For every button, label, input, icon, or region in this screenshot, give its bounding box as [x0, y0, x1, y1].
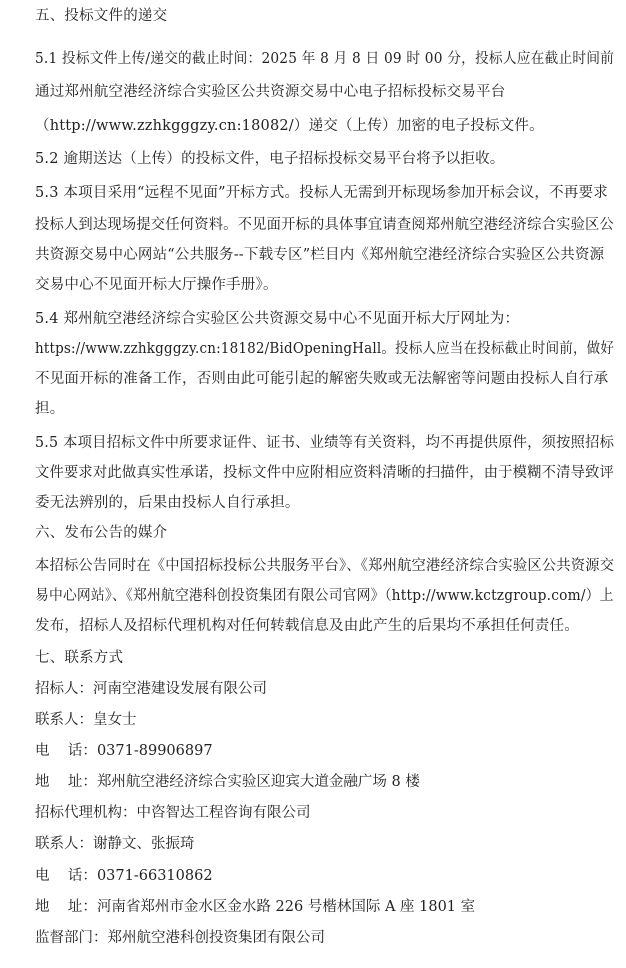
paragraph-5-2-line-1: 5.2 逾期送达（上传）的投标文件，电子招标投标交易平台将予以拒收。 [35, 151, 505, 167]
contact-label: 电 话： [35, 743, 97, 759]
contact-label: 地 址： [35, 774, 97, 790]
paragraph-5-1-line-3: （http://www.zzhkgggzy.cn:18082/）递交（上传）加密的电子投标文件。 [35, 118, 544, 134]
paragraph-5-4-line-4: 担。 [35, 401, 65, 417]
section-7-heading: 七、联系方式 [35, 650, 124, 666]
paragraph-5-5-line-3: 委无法辨别的，后果由投标人自行承担。 [35, 495, 300, 511]
paragraph-5-1-line-1: 5.1 投标文件上传/递交的截止时间：2025 年 8 月 8 日 09 时 00 分，投标人应在截止时间前 [35, 51, 615, 67]
contact-row-tenderer [35, 679, 267, 699]
contact-row-tenderer-address [35, 772, 420, 792]
section-6-line-2: 易中心网站》、《郑州航空港科创投资集团有限公司官网》（http://www.kctzgroup.com/）上 [35, 588, 614, 604]
contact-row-agency-phone [35, 866, 213, 886]
section-6-line-1: 本招标公告同时在《中国招标投标公共服务平台》、《郑州航空港经济综合实验区公共资源交 [35, 558, 615, 574]
section-6-heading: 六、发布公告的媒介 [35, 525, 168, 541]
section-6-line-3: 发布，招标人及招标代理机构对任何转载信息及由此产生的后果均不承担任何责任。 [35, 618, 579, 634]
paragraph-5-3-line-4: 交易中心不见面开标大厅操作手册》。 [35, 277, 278, 293]
contact-value: 郑州航空港科创投资集团有限公司 [107, 930, 325, 946]
paragraph-5-5-line-1: 5.5 本项目招标文件中所要求证件、证书、业绩等有关资料，均不再提供原件，须按照招标 [35, 435, 615, 451]
contact-label: 监督部门： [35, 930, 108, 946]
contact-value: 皇女士 [93, 712, 137, 728]
paragraph-5-5-line-2: 文件要求对此做真实性承诺，投标文件中应附相应资料清晰的扫描件，由于模糊不清导致评 [35, 465, 614, 481]
contact-value: 中咨智达工程咨询有限公司 [136, 805, 311, 821]
contact-row-agency-contact [35, 834, 195, 854]
paragraph-5-1-line-2: 通过郑州航空港经济综合实验区公共资源交易中心电子招标投标交易平台 [35, 84, 506, 100]
contact-row-agency [35, 803, 311, 823]
contact-row-agency-address [35, 897, 475, 917]
paragraph-5-3-line-2: 投标人到达现场提交任何资料。不见面开标的具体事宜请查阅郑州航空港经济综合实验区公 [35, 217, 614, 233]
paragraph-5-4-line-3: 不见面开标的准备工作，否则由此可能引起的解密失败或无法解密等问题由投标人自行承 [35, 371, 609, 387]
paragraph-5-3-line-1: 5.3 本项目采用“远程不见面”开标方式。投标人无需到开标现场参加开标会议，不再要求 [35, 185, 608, 201]
contact-value: 谢静文、张振琦 [93, 836, 195, 852]
contact-label: 招标人： [35, 681, 93, 697]
paragraph-5-4-line-1: 5.4 郑州航空港经济综合实验区公共资源交易中心不见面开标大厅网址为： [35, 311, 520, 327]
contact-label: 电 话： [35, 868, 97, 884]
contact-label: 招标代理机构： [35, 805, 137, 821]
paragraph-5-3-line-3: 共资源交易中心网站“公共服务--下载专区”栏目内《郑州航空港经济综合实验区公共资源 [35, 247, 605, 263]
contact-value: 郑州航空港经济综合实验区迎宾大道金融广场 8 楼 [96, 774, 420, 790]
contact-row-tenderer-phone [35, 741, 213, 761]
contact-label: 联系人： [35, 712, 93, 728]
contact-value: 0371-89906897 [96, 743, 213, 759]
contact-row-tenderer-contact [35, 710, 137, 730]
section-5-heading: 五、投标文件的递交 [35, 8, 168, 24]
contact-label: 地 址： [35, 899, 97, 915]
contact-row-supervisor [35, 928, 325, 948]
contact-value: 0371-66310862 [96, 868, 213, 884]
paragraph-5-4-line-2: https://www.zzhkgggzy.cn:18182/BidOpeningHall。投标人应当在投标截止时间前，做好 [35, 341, 615, 357]
contact-value: 河南空港建设发展有限公司 [93, 681, 267, 697]
contact-label: 联系人： [35, 836, 93, 852]
contact-value: 河南省郑州市金水区金水路 226 号楷林国际 A 座 1801 室 [96, 899, 476, 915]
